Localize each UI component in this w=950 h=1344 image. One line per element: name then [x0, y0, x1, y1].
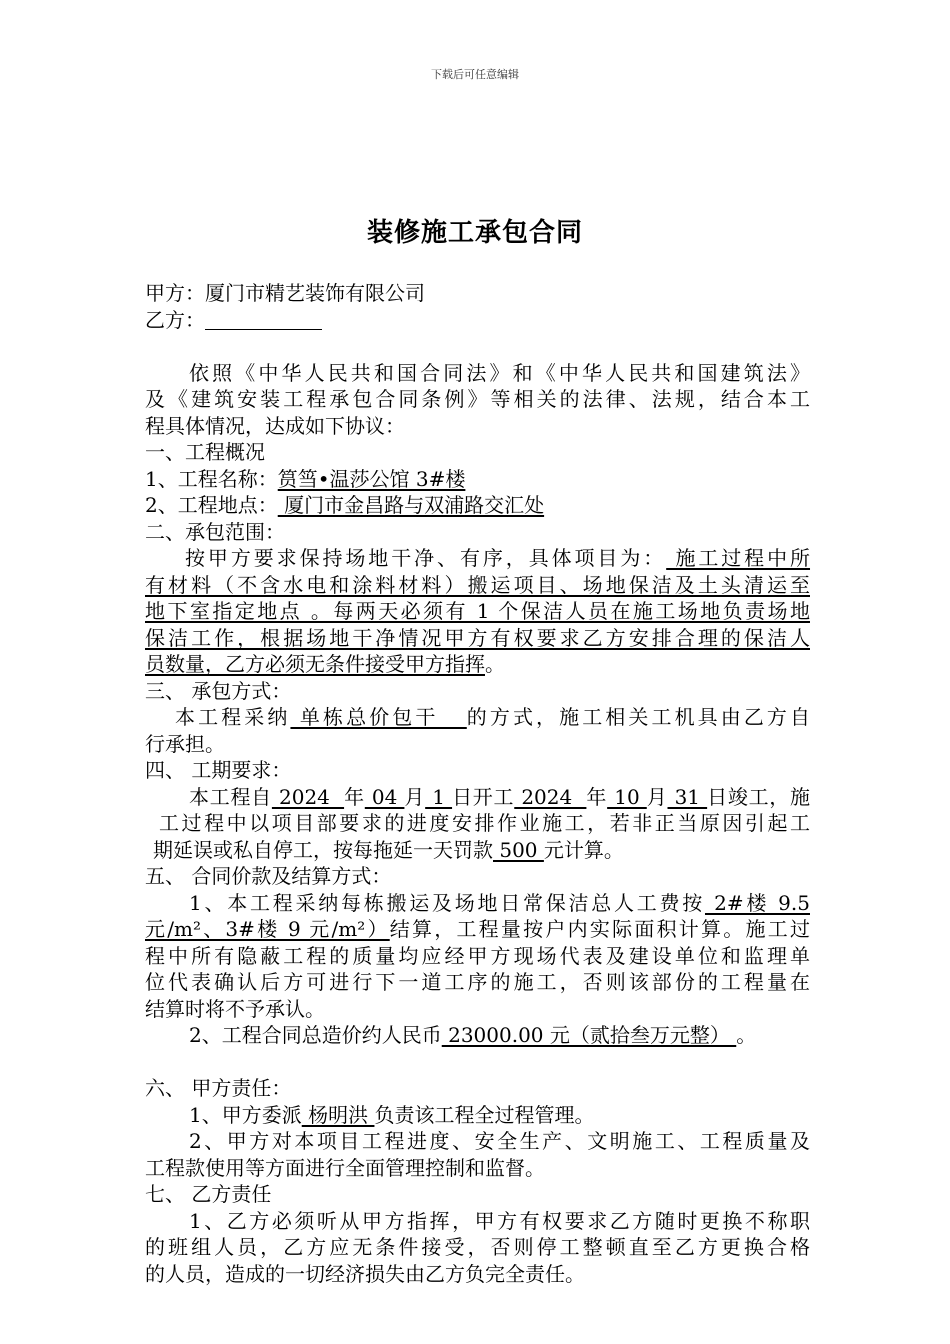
section-2-heading: 二、承包范围： — [145, 519, 285, 544]
party-a-value: 厦门市精艺装饰有限公司 — [205, 281, 425, 305]
scope-line-5 — [145, 651, 810, 678]
section-5-heading: 五、 合同价款及结算方式： — [145, 864, 392, 888]
intro-line-1: 依照《中华人民共和国合同法》和《中华人民共和国建筑法》 — [189, 360, 810, 385]
party-a-duty-3: 工程款使用等方面进行全面管理控制和监督。 — [145, 1155, 545, 1180]
month-unit: 月 — [404, 784, 426, 809]
schedule-line-3 — [145, 837, 810, 864]
penalty-unit: 元计算。 — [543, 837, 624, 862]
section-7-heading: 七、 乙方责任 — [145, 1182, 272, 1206]
total-price-end: 。 — [736, 1023, 757, 1047]
party-a-line — [145, 280, 810, 307]
party-b-duty-1: 1、乙方必须听从甲方指挥，甲方有权要求乙方随时更换不称职 — [189, 1208, 810, 1233]
project-site-label: 2、工程地点： — [145, 493, 278, 517]
end-year: 2024 — [514, 784, 587, 809]
manager-text: 1、甲方委派 — [189, 1102, 302, 1127]
project-site-line — [145, 492, 810, 519]
scope-line-1 — [145, 545, 810, 572]
section-1-heading: 一、工程概况 — [145, 440, 265, 464]
mode-line-2: 行承担。 — [145, 731, 225, 756]
start-year: 2024 — [271, 784, 345, 809]
project-name-label: 1、工程名称： — [145, 466, 278, 491]
project-site-value: 厦门市金昌路与双浦路交汇处 — [277, 493, 545, 517]
start-day: 1 — [425, 784, 453, 809]
intro-line-2: 及《建筑安装工程承包合同条例》等相关的法律、法规，结合本工 — [145, 387, 810, 411]
intro-line-3: 程具体情况，达成如下协议： — [145, 413, 405, 438]
schedule-line-1 — [145, 784, 810, 811]
price-line-2 — [145, 916, 810, 943]
price-line-3: 程中所有隐蔽工程的质量均应经甲方现场代表及建设单位和监理单 — [145, 943, 810, 968]
page-header-note: 下载后可任意编辑 — [431, 68, 519, 81]
section-3-heading: 三、 承包方式： — [145, 678, 292, 703]
end-text: 日竣工，施 — [707, 784, 811, 809]
scope-line-2: 有材料（不含水电和涂料材料）搬运项目、场地保洁及土头清运至 — [145, 572, 810, 597]
schedule-line-2: 工过程中以项目部要求的进度安排作业施工，若非正当原因引起工 — [159, 811, 810, 835]
price-line-4: 位代表确认后方可进行下一道工序的施工，否则该部份的工程量在 — [145, 970, 810, 994]
party-b-label: 乙方： — [145, 307, 205, 332]
month-unit: 月 — [646, 784, 668, 809]
total-price-value: 23000.00 元（贰拾叁万元整） — [441, 1023, 737, 1047]
year-unit: 年 — [586, 784, 608, 809]
manager-name: 杨明洪 — [301, 1102, 375, 1127]
party-b-blank — [205, 310, 322, 330]
end-day: 31 — [667, 784, 708, 809]
scope-line-4: 保洁工作，根据场地干净情况甲方有权要求乙方安排合理的保洁人 — [145, 625, 810, 650]
project-name-value: 筼筜•温莎公馆 3#楼 — [277, 466, 466, 491]
party-b-line — [145, 307, 810, 334]
price-line-5: 结算时将不予承认。 — [145, 996, 325, 1021]
start-month: 04 — [364, 784, 405, 809]
project-name-line — [145, 466, 810, 493]
price-text-b: 结算，工程量按户内实际面积计算。施工过 — [389, 917, 810, 941]
party-a-duty-2: 2、甲方对本项目工程进度、安全生产、文明施工、工程质量及 — [189, 1129, 810, 1153]
scope-items-end: 员数量，乙方必须无条件接受甲方指挥 — [145, 652, 485, 676]
mode-text-b: 的方式，施工相关工机具由乙方自 — [466, 705, 811, 729]
price-text: 1、本工程采纳每栋搬运及场地日常保洁总人工费按 — [189, 890, 705, 915]
party-b-duty-3: 的人员，造成的一切经济损失由乙方负完全责任。 — [145, 1261, 585, 1286]
party-b-duty-2: 的班组人员，乙方应无条件接受，否则停工整顿直至乙方更换合格 — [145, 1235, 810, 1259]
party-a-duty-1 — [145, 1102, 810, 1129]
price-line-1 — [145, 890, 810, 917]
section-6-heading: 六、 甲方责任： — [145, 1076, 292, 1100]
mode-text-a: 本工程采纳 — [175, 705, 291, 729]
party-a-label: 甲方： — [145, 281, 205, 305]
penalty-text: 期延误或私自停工，按每拖延一天罚款 — [153, 837, 493, 862]
price-rate-b: 元/m²、3#楼 9 元/m²） — [145, 917, 390, 941]
contract-mode-value: 单栋总价包干 — [290, 705, 467, 729]
year-unit: 年 — [344, 784, 365, 809]
total-price-line — [145, 1022, 810, 1049]
price-rate-a: 2#楼 9.5 — [704, 890, 810, 915]
manager-role: 负责该工程全过程管理。 — [374, 1102, 595, 1127]
section-4-heading: 四、 工期要求： — [145, 758, 292, 782]
mode-line-1 — [145, 704, 810, 731]
schedule-text: 本工程自 — [189, 784, 272, 809]
scope-items: 施工过程中所 — [666, 546, 811, 570]
scope-text: 按甲方要求保持场地干净、有序，具体项目为： — [185, 546, 667, 570]
end-month: 10 — [607, 784, 647, 809]
contract-title: 装修施工承包合同 — [366, 218, 583, 248]
start-text: 日开工 — [452, 784, 515, 809]
total-price-label: 2、工程合同总造价约人民币 — [189, 1023, 442, 1047]
scope-period: 。 — [485, 652, 505, 676]
penalty-amount: 500 — [493, 837, 544, 862]
scope-line-3: 地下室指定地点 。每两天必须有 1 个保洁人员在施工场地负责场地 — [145, 599, 810, 623]
contract-body — [145, 280, 810, 1287]
